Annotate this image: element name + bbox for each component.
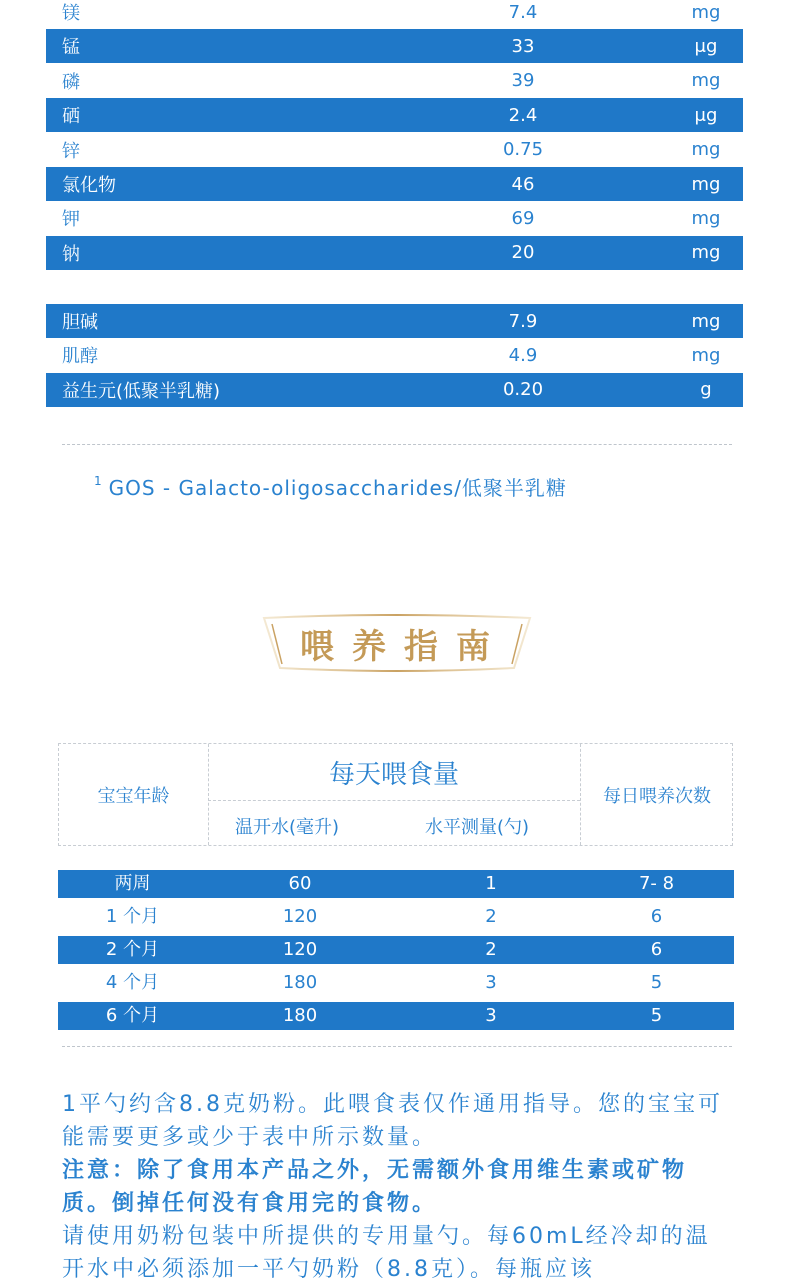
nutrient-value: 0.75 (502, 139, 544, 161)
nutrient-row (46, 236, 743, 270)
nutrient-name: 钾 (62, 209, 80, 231)
nutrient-row (46, 64, 743, 98)
nutrient-value: 20 (511, 242, 535, 264)
cell-times: 6 (650, 906, 663, 927)
nutrient-row (46, 133, 743, 167)
cell-times: 6 (650, 939, 663, 960)
nutrient-value: 4.9 (508, 344, 538, 366)
cell-age: 2 个月 (105, 939, 160, 960)
table-row (58, 1002, 734, 1030)
cell-age: 两周 (114, 873, 151, 894)
cell-times: 5 (650, 1005, 663, 1026)
note-line-1: 1平勺约含8.8克奶粉。此喂食表仅作通用指导。您的宝宝可能需要更多或少于表中所示数量。 (62, 1092, 723, 1150)
note-paragraph (62, 1088, 732, 1286)
nutrient-row (46, 29, 743, 63)
nutrient-unit: mg (691, 242, 721, 264)
nutrient-row (46, 373, 743, 407)
col-times: 每日喂养次数 (603, 786, 711, 807)
nutrient-unit: mg (691, 173, 721, 195)
nutrient-name: 镁 (62, 3, 80, 24)
cell-water: 180 (282, 1005, 318, 1026)
table-row (58, 903, 734, 931)
nutrient-unit: μg (694, 104, 718, 126)
nutrient-name: 胆碱 (62, 312, 98, 333)
table-row (58, 870, 734, 898)
nutrient-name: 钠 (62, 243, 80, 265)
nutrient-value: 0.20 (502, 379, 544, 401)
table-row (58, 936, 734, 964)
nutrient-unit: μg (694, 35, 718, 57)
cell-scoop: 2 (485, 939, 497, 960)
nutrient-unit: mg (691, 139, 721, 161)
nutrient-unit: mg (691, 1, 721, 23)
nutrient-name: 锌 (62, 140, 80, 162)
cell-age: 6 个月 (105, 1005, 160, 1026)
nutrient-value: 7.4 (508, 1, 538, 23)
nutrient-row (46, 304, 743, 338)
nutrient-unit: mg (691, 70, 721, 92)
col-scoop: 水平测量(勺) (425, 817, 530, 838)
feeding-table-header (58, 743, 733, 846)
col-water: 温开水(毫升) (235, 817, 340, 838)
cell-age: 4 个月 (105, 972, 160, 993)
col-age: 宝宝年龄 (97, 786, 170, 807)
nutrient-value: 39 (511, 70, 535, 92)
note-line-3: 请使用奶粉包装中所提供的专用量勺。每60mL经冷却的温开水中必须添加一平勺奶粉（8.8克）。每瓶应该 (62, 1224, 711, 1282)
divider (62, 444, 732, 445)
nutrient-value: 2.4 (508, 104, 538, 126)
cell-scoop: 3 (485, 972, 497, 993)
cell-water: 180 (282, 972, 318, 993)
cell-scoop: 2 (485, 906, 497, 927)
nutrient-unit: mg (691, 310, 721, 332)
cell-water: 120 (282, 939, 318, 960)
nutrient-unit: mg (691, 344, 721, 366)
cell-water: 120 (282, 906, 318, 927)
nutrient-row (46, 167, 743, 201)
guide-title: 喂养指南 (300, 626, 508, 667)
footnote-text: GOS - Galacto-oligosaccharides/低聚半乳糖 (108, 476, 567, 500)
cell-times: 5 (650, 972, 663, 993)
cell-age: 1 个月 (105, 906, 160, 927)
cell-water: 60 (288, 873, 312, 894)
nutrient-unit: g (700, 379, 712, 401)
nutrient-name: 锰 (62, 37, 80, 59)
footnote-mark: 1 (94, 474, 103, 488)
nutrient-unit: mg (691, 207, 721, 229)
nutrient-row (46, 338, 743, 372)
divider (62, 1046, 732, 1047)
nutrient-value: 7.9 (508, 310, 538, 332)
nutrient-name: 益生元(低聚半乳糖) (62, 380, 221, 402)
nutrient-name: 硒 (62, 106, 80, 128)
nutrient-name: 肌醇 (62, 346, 98, 368)
footnote (94, 472, 567, 501)
table-row (58, 969, 734, 997)
nutrient-row (46, 201, 743, 235)
nutrient-value: 69 (511, 207, 535, 229)
nutrient-name: 氯化物 (62, 175, 116, 196)
cell-scoop: 3 (485, 1005, 497, 1026)
nutrient-row (46, 98, 743, 132)
nutrient-name: 磷 (62, 71, 80, 93)
nutrient-value: 46 (511, 173, 535, 195)
cell-scoop: 1 (485, 873, 497, 894)
note-line-2: 注意：除了食用本产品之外，无需额外食用维生素或矿物质。倒掉任何没有食用完的食物。 (62, 1158, 688, 1216)
col-daily-amount: 每天喂食量 (328, 760, 459, 790)
nutrient-value: 33 (511, 35, 535, 57)
nutrient-row (46, 0, 743, 29)
cell-times: 7- 8 (638, 873, 675, 894)
